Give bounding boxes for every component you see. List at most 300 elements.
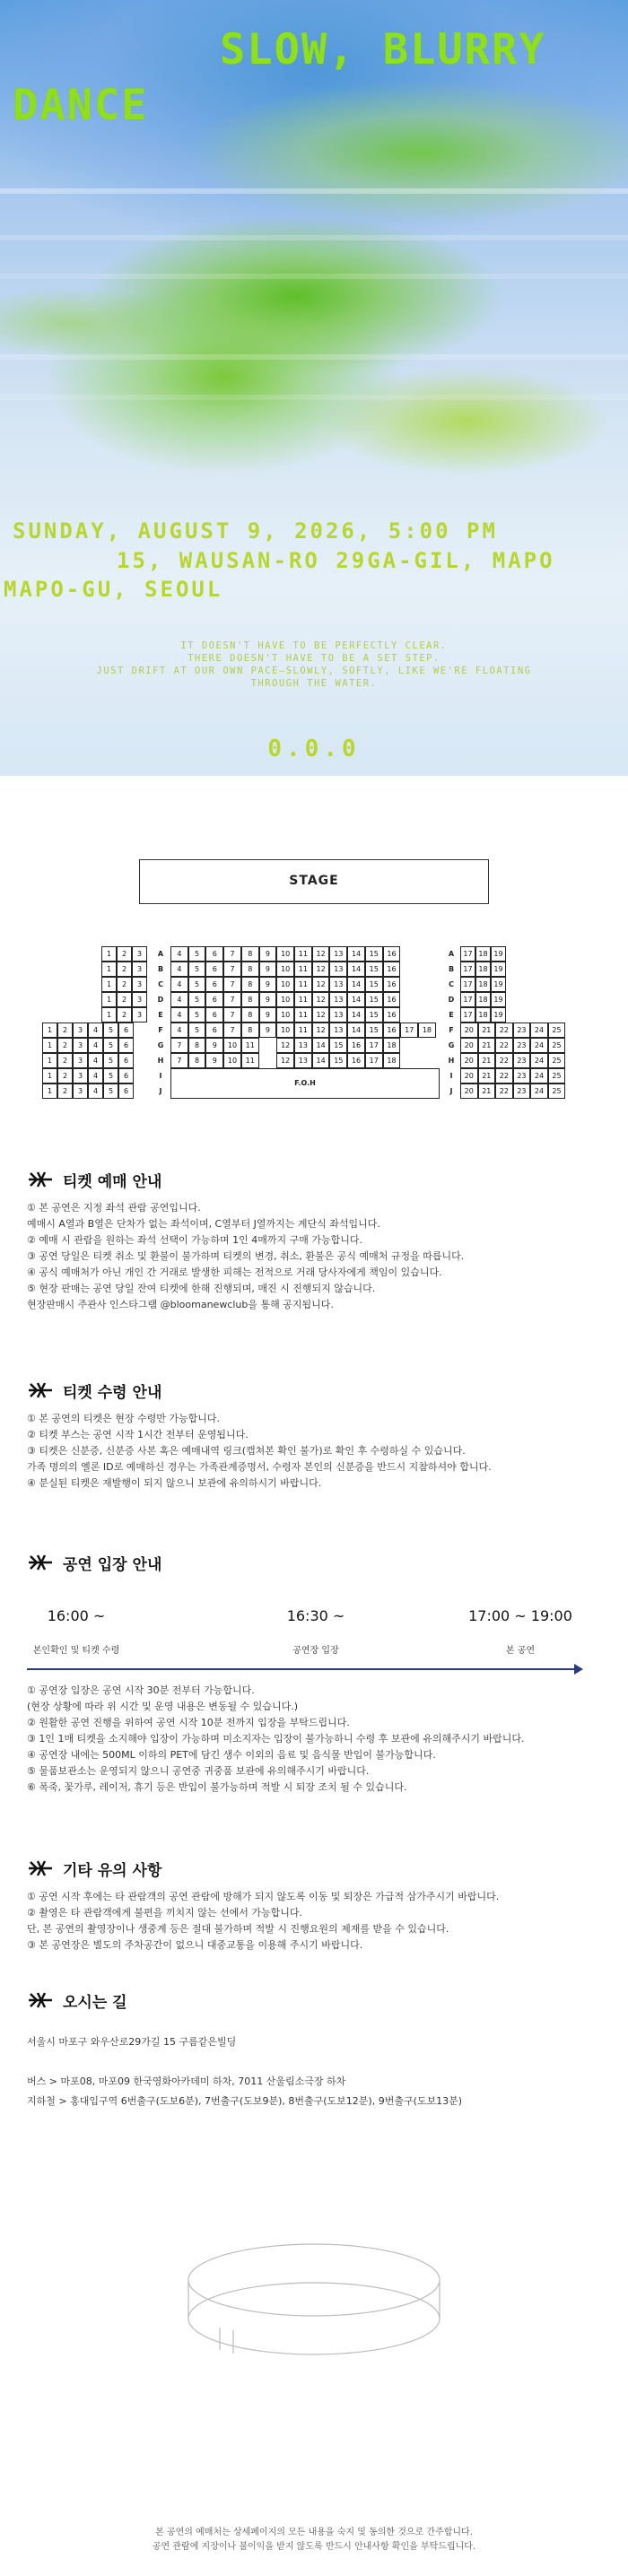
section-heading [27,1549,601,1576]
row-label: C [449,980,454,988]
seat[interactable]: 7 [223,1023,241,1038]
seat[interactable]: 9 [259,1023,277,1038]
seat[interactable]: 5 [103,1053,118,1068]
seat[interactable]: 15 [329,1038,347,1053]
seat[interactable]: 3 [73,1053,88,1068]
row-label: D [157,996,164,1004]
row-label: F [449,1026,454,1034]
seat[interactable]: 15 [365,1023,383,1038]
seat[interactable]: 16 [383,946,401,962]
section-heading [27,1987,601,2014]
seat[interactable]: 16 [383,992,401,1007]
seat[interactable]: 12 [312,946,330,962]
row-label: D [448,996,455,1004]
seat[interactable]: 12 [312,1023,330,1038]
seat[interactable]: 16 [347,1053,365,1068]
seat[interactable]: 15 [365,992,383,1007]
seat[interactable]: 11 [294,962,312,977]
seat[interactable]: 5 [188,977,206,992]
seat[interactable]: 18 [418,1023,436,1038]
seat[interactable]: 24 [530,1068,548,1083]
seat[interactable]: 10 [223,1053,241,1068]
seat[interactable]: 2 [117,992,132,1007]
seat[interactable]: 16 [383,962,401,977]
seat[interactable]: 20 [460,1023,478,1038]
seat[interactable]: 3 [132,992,147,1007]
seat[interactable]: 15 [329,1053,347,1068]
seat[interactable]: 18 [475,1007,491,1023]
seat[interactable]: 5 [103,1083,118,1099]
seat[interactable]: 19 [491,1007,506,1023]
bus-directions: 버스 > 마포08, 마포09 한국영화아카데미 하차, 7011 산울림소극장 하차 [27,2076,346,2087]
row-label: G [157,1041,164,1049]
seat[interactable]: 4 [170,1023,188,1038]
seat[interactable]: 25 [548,1068,566,1083]
seat[interactable]: 19 [491,946,506,962]
foh-area: F.O.H [170,1068,440,1099]
seat[interactable]: 4 [88,1053,103,1068]
seat[interactable]: 4 [88,1068,103,1083]
seat[interactable]: 23 [513,1068,531,1083]
section-title: 티켓 예매 안내 [63,1172,162,1191]
list-item: (현장 상황에 따라 위 시간 및 운영 내용은 변동될 수 있습니다.) [27,1701,299,1712]
list-item: ① 본 공연의 티켓은 현장 수령만 가능합니다. [27,1413,220,1424]
section-ticket-booking [27,1166,601,1313]
timeline-arrow-head-icon [574,1664,583,1675]
row-label: E [158,1011,163,1019]
list-item: ④ 공식 예매처가 아닌 개인 간 거래로 발생한 피해는 전적으로 거래 당사자에게 책임이 있습니다. [27,1266,442,1278]
seat[interactable]: 9 [259,992,277,1007]
seat[interactable]: 14 [347,992,365,1007]
footer-notice [0,2526,628,2554]
seat[interactable]: 22 [495,1053,513,1068]
list-item: ⑤ 물품보관소는 운영되지 않으니 공연중 귀중품 보관에 유의해주시기 바랍니다. [27,1765,370,1777]
seat[interactable]: 19 [491,962,506,977]
poster-signature: 0.0.0 [267,735,361,762]
list-item: 단, 본 공연의 촬영장이나 생중계 등은 절대 불가하며 적발 시 진행요원의 제재를 받을 수 있습니다. [27,1923,449,1935]
seat[interactable]: 5 [188,1007,206,1023]
blur-streak [0,235,628,240]
blur-streak [0,274,628,279]
seat[interactable]: 20 [460,1083,478,1099]
seat[interactable]: 1 [42,1023,57,1038]
seat[interactable]: 1 [101,962,117,977]
seat[interactable]: 9 [259,977,277,992]
seat[interactable]: 13 [329,977,347,992]
ticket-list [27,1200,601,1313]
seat[interactable]: 14 [347,1007,365,1023]
list-item: ② 촬영은 타 관람객에게 불편을 끼치지 않는 선에서 가능합니다. [27,1907,302,1919]
seat[interactable]: 10 [276,1023,294,1038]
list-item: ③ 본 공연장은 별도의 주차공간이 없으니 대중교통을 이용해 주시기 바랍니다. [27,1939,363,1951]
seat[interactable]: 4 [170,992,188,1007]
seat[interactable]: 7 [223,1007,241,1023]
stage-box [139,859,489,904]
seat[interactable]: 17 [460,962,475,977]
seat[interactable]: 25 [548,1023,566,1038]
poster-address-line1: 15, WAUSAN-RO 29GA-GIL, MAPO [117,548,555,573]
section-title: 기타 유의 사항 [63,1861,162,1880]
seat[interactable]: 18 [475,962,491,977]
seat[interactable]: 17 [460,1007,475,1023]
list-item: 예매시 A열과 B열은 단차가 없는 좌석이며, C열부터 J열까지는 계단식 좌석입니다. [27,1218,380,1230]
seat[interactable]: 9 [205,1038,223,1053]
poster-title-line2: DANCE [13,81,149,130]
entry-list [27,1683,601,1796]
timeline-time: 17:00 ~ 19:00 [468,1607,572,1624]
seat[interactable]: 20 [460,1038,478,1053]
seat[interactable]: 7 [223,946,241,962]
seat[interactable]: 1 [42,1038,57,1053]
seat[interactable]: 20 [460,1068,478,1083]
seat[interactable]: 12 [312,962,330,977]
seat[interactable]: 9 [259,1007,277,1023]
section-directions [27,1987,601,2014]
poster-paragraph-line: THERE DOESN'T HAVE TO BE A SET STEP. [188,653,440,664]
list-item: ④ 분실된 티켓은 재발행이 되지 않으니 보관에 유의하시기 바랍니다. [27,1477,322,1489]
seat[interactable]: 5 [103,1038,118,1053]
footer-line: 공연 관람에 지장이나 불이익을 받지 않도록 반드시 안내사항 확인을 부탁드립니다. [152,2542,476,2552]
seat-map [0,946,628,1126]
seat[interactable]: 5 [188,962,206,977]
poster-paragraph [0,640,628,690]
row-label: H [157,1057,164,1065]
seat[interactable]: 14 [347,962,365,977]
timeline-time: 16:00 ~ [47,1607,106,1624]
seat[interactable]: 12 [312,992,330,1007]
seat[interactable]: 25 [548,1038,566,1053]
seat[interactable]: 2 [57,1068,73,1083]
seat[interactable]: 23 [513,1083,531,1099]
seat[interactable]: 15 [365,1007,383,1023]
seat[interactable]: 9 [205,1053,223,1068]
seat[interactable]: 4 [170,1007,188,1023]
seat[interactable]: 21 [478,1023,496,1038]
seat[interactable]: 4 [170,946,188,962]
poster-paragraph-line: JUST DRIFT AT OUR OWN PACE—SLOWLY, SOFTLY, LIKE WE'RE FLOATING [96,666,532,676]
timeline-step [226,1607,406,1656]
section-title: 티켓 수령 안내 [63,1383,162,1402]
section-heading [27,1855,601,1882]
seat[interactable]: 14 [312,1038,330,1053]
seat[interactable]: 10 [276,1007,294,1023]
row-label: J [159,1087,162,1095]
timeline-step [0,1607,166,1656]
seat[interactable]: 10 [276,977,294,992]
blur-streak [0,395,628,400]
seat[interactable]: 18 [383,1053,401,1068]
seat[interactable]: 7 [223,992,241,1007]
seat[interactable]: 6 [205,946,223,962]
seat[interactable]: 3 [132,977,147,992]
seat[interactable]: 18 [475,992,491,1007]
seat[interactable]: 3 [132,946,147,962]
seat[interactable]: 8 [241,1023,259,1038]
list-item: ③ 티켓은 신분증, 신분증 사본 혹은 예매내역 링크(캡쳐본 확인 불가)로 확인 후 수령하실 수 있습니다. [27,1445,466,1457]
seat[interactable]: 12 [312,977,330,992]
seat[interactable]: 2 [117,977,132,992]
list-item: 가족 명의의 옐론 ID로 예매하신 경우는 가족관계증명서, 수령자 본인의 신분증을 반드시 지참하셔야 합니다. [27,1461,492,1473]
seat[interactable]: 17 [460,992,475,1007]
seat[interactable]: 13 [329,1023,347,1038]
seat[interactable]: 19 [491,992,506,1007]
seat[interactable]: 14 [347,977,365,992]
seat[interactable]: 18 [475,946,491,962]
seat[interactable]: 14 [312,1053,330,1068]
seat[interactable]: 1 [101,1007,117,1023]
row-label: C [158,980,163,988]
section-ticket-pickup [27,1377,601,1492]
seat[interactable]: 23 [513,1038,531,1053]
seat[interactable]: 5 [103,1023,118,1038]
seat[interactable]: 11 [294,946,312,962]
poster-date: SUNDAY, AUGUST 9, 2026, 5:00 PM [13,518,498,544]
seat[interactable]: 1 [42,1083,57,1099]
seat[interactable]: 1 [42,1068,57,1083]
section-title: 오시는 길 [63,1993,127,2012]
subway-directions: 지하철 > 홍대입구역 6번출구(도보6분), 7번출구(도보9분), 8번출구(도보12분), 9번출구(도보13분) [27,2095,463,2107]
section-etc [27,1855,601,1954]
poster-paragraph-line: THROUGH THE WATER. [250,678,378,689]
seat[interactable]: 5 [188,946,206,962]
section-title: 공연 입장 안내 [63,1555,162,1574]
list-item: 현장판매시 주관사 인스타그램 @bloomanewclub을 통해 공지됩니다. [27,1299,334,1310]
seat[interactable]: 6 [118,1068,134,1083]
seat[interactable]: 6 [205,977,223,992]
seat[interactable]: 6 [205,1007,223,1023]
list-item: ② 예매 시 관람을 원하는 좌석 선택이 가능하며 1인 4매까지 구매 가능합니다. [27,1234,362,1246]
seat[interactable]: 12 [276,1053,294,1068]
seat[interactable]: 22 [495,1068,513,1083]
seat[interactable]: 8 [241,1007,259,1023]
seat[interactable]: 24 [530,1053,548,1068]
seat[interactable]: 23 [513,1023,531,1038]
seat[interactable]: 9 [259,946,277,962]
row-label: B [157,965,164,973]
seat[interactable]: 6 [118,1023,134,1038]
seat[interactable]: 13 [329,1007,347,1023]
seat[interactable]: 5 [188,992,206,1007]
seat[interactable]: 14 [347,1023,365,1038]
seat[interactable]: 13 [294,1038,312,1053]
seat[interactable]: 9 [259,962,277,977]
seat[interactable]: 2 [57,1083,73,1099]
seat[interactable]: 16 [347,1038,365,1053]
seat[interactable]: 2 [57,1023,73,1038]
section-heading [27,1377,601,1404]
seat[interactable]: 10 [276,992,294,1007]
timeline-arrow-line [27,1668,576,1670]
row-label: F [158,1026,163,1034]
seat[interactable]: 2 [117,962,132,977]
wristband-illustration [179,2233,449,2368]
blur-streak [0,188,628,194]
seat[interactable]: 6 [205,962,223,977]
seat[interactable]: 4 [170,977,188,992]
seat[interactable]: 1 [101,946,117,962]
ticket-arrow-icon [27,1858,54,1879]
timeline-label: 공연장 입장 [292,1646,339,1656]
list-item: ① 공연 시작 후에는 타 관람객의 공연 관람에 방해가 되지 않도록 이동 및 퇴장은 가급적 삼가주시기 바랍니다. [27,1891,500,1902]
ticket-arrow-icon [27,1552,54,1573]
ticket-arrow-icon [27,1379,54,1401]
seat[interactable]: 17 [365,1053,383,1068]
seat[interactable]: 6 [118,1083,134,1099]
seat[interactable]: 1 [101,992,117,1007]
seat[interactable]: 4 [88,1038,103,1053]
seat[interactable]: 2 [117,946,132,962]
seat[interactable]: 11 [294,1007,312,1023]
timeline-label: 본 공연 [505,1646,536,1656]
seat[interactable]: 2 [117,1007,132,1023]
list-item: ③ 공연 당일은 티켓 취소 및 환불이 불가하며 티켓의 변경, 취소, 환불은 공식 예매처 규정을 따릅니다. [27,1250,465,1262]
seat[interactable]: 7 [170,1038,188,1053]
ticket-arrow-icon [27,1169,54,1190]
seat[interactable]: 8 [241,962,259,977]
seat[interactable]: 16 [383,977,401,992]
seat[interactable]: 15 [365,946,383,962]
seat[interactable]: 8 [241,992,259,1007]
seat[interactable]: 22 [495,1038,513,1053]
seat[interactable]: 1 [42,1053,57,1068]
seat[interactable]: 25 [548,1053,566,1068]
list-item: ③ 1인 1매 티켓을 소지해야 입장이 가능하며 미소지자는 입장이 불가능하니 수령 후 보관에 유의해주시기 바랍니다. [27,1733,525,1745]
seat[interactable]: 21 [478,1068,496,1083]
row-label: I [449,1072,453,1080]
seat[interactable]: 3 [73,1068,88,1083]
seat[interactable]: 6 [118,1053,134,1068]
seat[interactable]: 14 [347,946,365,962]
seat[interactable]: 8 [188,1053,206,1068]
seat[interactable]: 3 [132,962,147,977]
seat[interactable]: 8 [188,1038,206,1053]
seat[interactable]: 15 [365,977,383,992]
seat[interactable]: 7 [170,1053,188,1068]
seat[interactable]: 22 [495,1023,513,1038]
list-item: ② 티켓 부스는 공연 시작 1시간 전부터 운영됩니다. [27,1429,249,1440]
seat[interactable]: 16 [383,1023,401,1038]
seat[interactable]: 13 [329,992,347,1007]
row-label: B [448,965,455,973]
seat[interactable]: 17 [365,1038,383,1053]
row-label: G [448,1041,455,1049]
entry-notes [27,1675,601,1796]
seat[interactable]: 3 [73,1038,88,1053]
seat[interactable]: 6 [205,1023,223,1038]
seat[interactable]: 17 [400,1023,418,1038]
list-item: ① 본 공연은 지정 좌석 관람 공연입니다. [27,1202,201,1214]
seat[interactable]: 1 [101,977,117,992]
list-item: ⑤ 현장 판매는 공연 당일 잔여 티켓에 한해 진행되며, 매진 시 진행되지 않습니다. [27,1283,376,1294]
seat[interactable]: 20 [460,1053,478,1068]
row-label: E [449,1011,454,1019]
seat[interactable]: 21 [478,1038,496,1053]
seat[interactable]: 18 [383,1038,401,1053]
poster-address-line2: MAPO-GU, SEOUL [4,577,223,602]
seat[interactable]: 11 [294,1023,312,1038]
list-item: ⑥ 폭죽, 꽃가루, 레이저, 휴기 등은 반입이 불가능하며 적발 시 퇴장 조치 될 수 있습니다. [27,1781,407,1793]
seat[interactable]: 24 [530,1023,548,1038]
poster-title-line1: SLOW, BLURRY [220,25,546,74]
seat[interactable]: 10 [276,946,294,962]
seat[interactable]: 25 [548,1083,566,1099]
list-item: ④ 공연장 내에는 500ML 이하의 PET에 담긴 생수 이외의 음료 및 음식물 반입이 불가능합니다. [27,1749,436,1761]
list-item: ① 공연장 입장은 공연 시작 30분 전부터 가능합니다. [27,1684,255,1696]
timeline-step [431,1607,610,1656]
seat[interactable]: 16 [383,1007,401,1023]
seat[interactable]: 21 [478,1053,496,1068]
seat[interactable]: 19 [491,977,506,992]
seat[interactable]: 15 [365,962,383,977]
seat[interactable]: 11 [294,977,312,992]
row-label: J [449,1087,453,1095]
seat[interactable]: 13 [329,962,347,977]
seat[interactable]: 6 [118,1038,134,1053]
seat[interactable]: 10 [276,962,294,977]
seat[interactable]: 2 [57,1053,73,1068]
poster-paragraph-line: IT DOESN'T HAVE TO BE PERFECTLY CLEAR. [180,640,448,651]
seat[interactable]: 4 [88,1023,103,1038]
row-label: A [157,950,164,958]
seat[interactable]: 23 [513,1053,531,1068]
seat[interactable]: 12 [276,1038,294,1053]
seat[interactable]: 10 [223,1038,241,1053]
seat[interactable]: 4 [88,1083,103,1099]
seat[interactable]: 17 [460,946,475,962]
seat[interactable]: 6 [205,992,223,1007]
seat[interactable]: 8 [241,977,259,992]
timeline-label: 본인확인 및 티켓 수령 [32,1646,120,1656]
hero-poster [0,0,628,776]
etc-list [27,1889,601,1954]
stage-label: STAGE [289,874,339,888]
venue-address: 서울시 마포구 와우산로29가길 15 구름같은빌딩 [27,2036,237,2048]
row-label: A [448,950,455,958]
seat[interactable]: 3 [132,1007,147,1023]
seat[interactable]: 12 [312,1007,330,1023]
seat[interactable]: 24 [530,1083,548,1099]
seat[interactable]: 8 [241,946,259,962]
seat[interactable]: 17 [460,977,475,992]
seat[interactable]: 5 [188,1023,206,1038]
blur-streak [0,354,628,360]
seat[interactable]: 21 [478,1083,496,1099]
seat[interactable]: 11 [294,992,312,1007]
seat[interactable]: 7 [223,962,241,977]
ticket-arrow-icon [27,1989,54,2011]
seat[interactable]: 3 [73,1023,88,1038]
seat[interactable]: 11 [241,1053,259,1068]
seat[interactable]: 2 [57,1038,73,1053]
list-item: ② 원활한 공연 진행을 위하여 공연 시작 10분 전까지 입장을 부탁드립니다. [27,1717,350,1728]
seat[interactable]: 5 [103,1068,118,1083]
pickup-list [27,1411,601,1492]
section-heading [27,1166,601,1193]
seat[interactable]: 4 [170,962,188,977]
seat[interactable]: 24 [530,1038,548,1053]
seat[interactable]: 18 [475,977,491,992]
seat[interactable]: 7 [223,977,241,992]
timeline-time: 16:30 ~ [286,1607,345,1624]
section-entry [27,1549,601,1576]
seat[interactable]: 13 [329,946,347,962]
row-label: H [448,1057,455,1065]
seat[interactable]: 13 [294,1053,312,1068]
seat[interactable]: 22 [495,1083,513,1099]
seat[interactable]: 3 [73,1083,88,1099]
row-label: I [159,1072,162,1080]
seat[interactable]: 11 [241,1038,259,1053]
